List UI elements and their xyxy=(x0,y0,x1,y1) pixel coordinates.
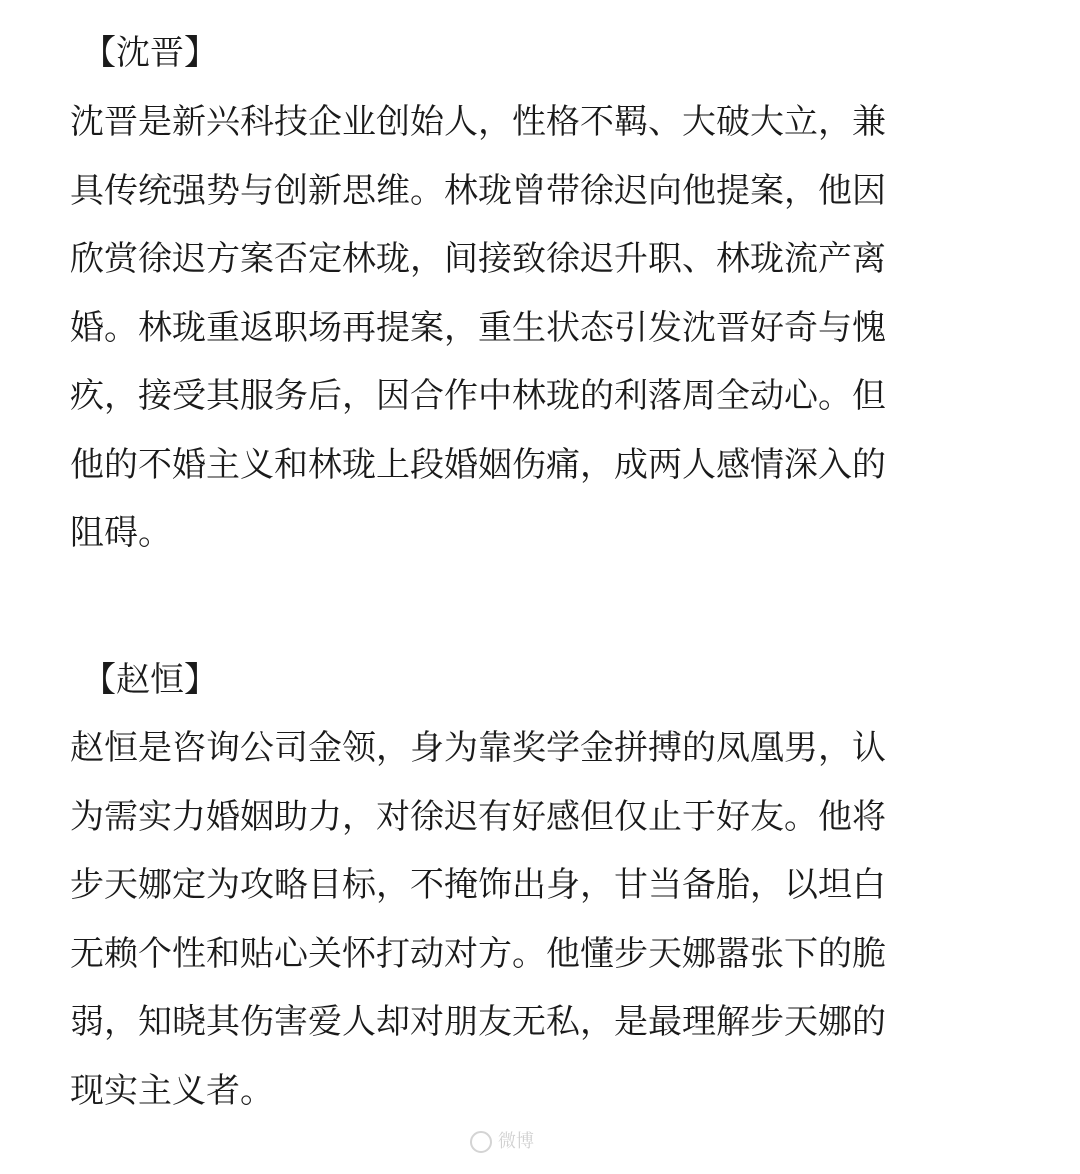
weibo-watermark xyxy=(470,1131,534,1153)
paragraph-line: 赵恒是咨询公司金领，身为靠奖学金拼搏的凤凰男，认 xyxy=(70,728,886,768)
paragraph-line: 步天娜定为攻略目标，不掩饰出身，甘当备胎，以坦白 xyxy=(70,865,886,905)
section-paragraph-zhaoheng xyxy=(70,714,1010,1125)
watermark-text: 微博 xyxy=(498,1131,534,1152)
paragraph-line: 弱，知晓其伤害爱人却对朋友无私，是最理解步天娜的 xyxy=(70,1002,886,1042)
section-paragraph-shenjin xyxy=(70,88,1010,568)
paragraph-line: 现实主义者。 xyxy=(70,1070,274,1111)
section-heading-zhaoheng: 【赵恒】 xyxy=(82,660,218,700)
paragraph-line: 婚。林珑重返职场再提案，重生状态引发沈晋好奇与愧 xyxy=(70,307,886,348)
paragraph-line: 为需实力婚姻助力，对徐迟有好感但仅止于好友。他将 xyxy=(70,796,886,837)
paragraph-line: 具传统强势与创新思维。林珑曾带徐迟向他提案，他因 xyxy=(70,170,886,211)
paragraph-line: 他的不婚主义和林珑上段婚姻伤痛，成两人感情深入的 xyxy=(70,444,886,485)
section-heading-shenjin: 【沈晋】 xyxy=(82,33,218,73)
paragraph-line: 疚，接受其服务后，因合作中林珑的利落周全动心。但 xyxy=(70,376,886,416)
paragraph-line: 阻碍。 xyxy=(70,513,172,553)
paragraph-line: 沈晋是新兴科技企业创始人，性格不羁、大破大立，兼 xyxy=(70,102,886,142)
weibo-logo-icon xyxy=(470,1131,492,1153)
paragraph-line: 无赖个性和贴心关怀打动对方。他懂步天娜嚣张下的脆 xyxy=(70,933,886,974)
paragraph-line: 欣赏徐迟方案否定林珑，间接致徐迟升职、林珑流产离 xyxy=(70,239,886,279)
